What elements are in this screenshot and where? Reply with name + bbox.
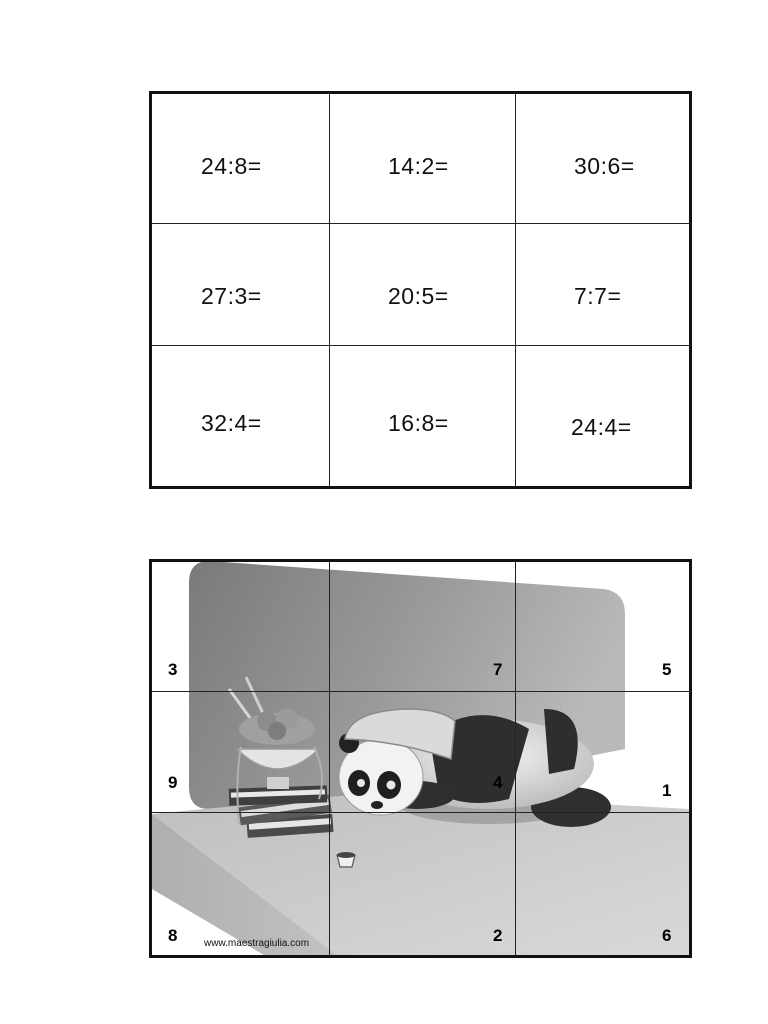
puzzle-grid [149,559,692,958]
puzzle-piece [516,813,689,955]
problem-text: 30:6= [574,153,635,179]
problem-cell [330,224,516,346]
piece-number: 5 [662,660,672,679]
puzzle-piece [516,692,689,813]
problem-cell [516,224,689,346]
piece-number: 1 [662,781,672,800]
problem-text: 24:8= [201,153,262,179]
problem-text: 24:4= [571,414,632,440]
problem-cell [330,346,516,486]
puzzle-piece [330,692,516,813]
puzzle-piece [330,562,516,692]
credit-text: www.maestragiulia.com [204,938,310,949]
piece-number: 7 [493,660,503,679]
piece-number: 3 [168,660,178,679]
problem-cell [516,346,689,486]
puzzle-piece [152,813,330,955]
problem-text: 7:7= [574,283,622,309]
problem-text: 16:8= [388,410,449,436]
problem-text: 14:2= [388,153,449,179]
problem-cell [516,94,689,224]
piece-number: 9 [168,773,178,792]
problem-cell [152,94,330,224]
puzzle-piece [516,562,689,692]
puzzle-piece [152,562,330,692]
piece-number: 8 [168,926,178,945]
problem-text: 32:4= [201,410,262,436]
piece-number: 6 [662,926,672,945]
problem-text: 27:3= [201,283,262,309]
piece-number: 2 [493,926,503,945]
problem-cell [152,224,330,346]
piece-number: 4 [493,773,503,792]
problem-cell [330,94,516,224]
problem-text: 20:5= [388,283,449,309]
puzzle-piece [152,692,330,813]
problems-grid [149,91,692,489]
puzzle-piece [330,813,516,955]
problem-cell [152,346,330,486]
